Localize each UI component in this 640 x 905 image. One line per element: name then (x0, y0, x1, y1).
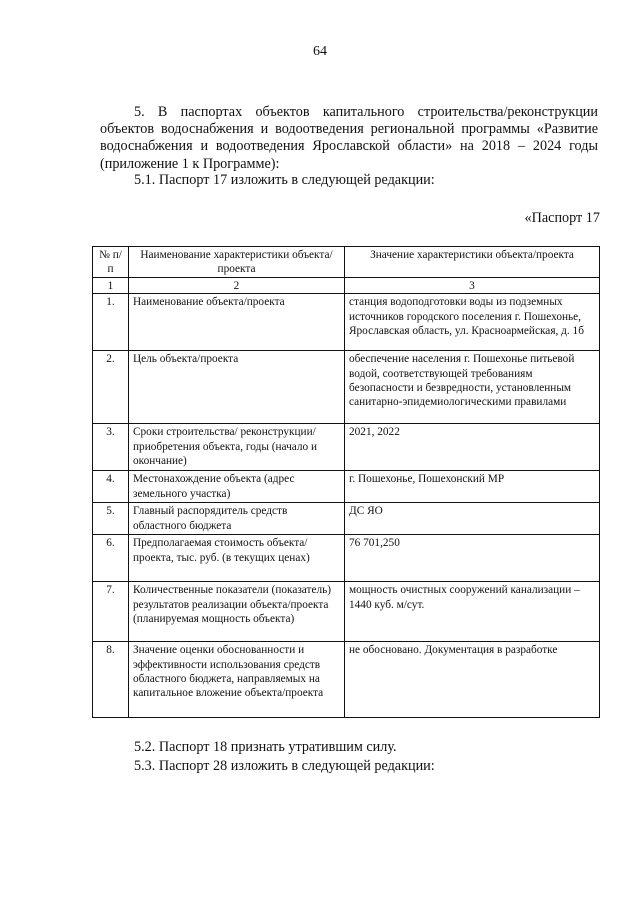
table-row (93, 294, 600, 351)
table-row (93, 535, 600, 582)
row-name: Количественные показатели (показатель) результатов реализации объекта/проекта (планируемая мощность объекта) (129, 582, 345, 642)
row-name: Сроки строительства/ реконструкции/ приобретения объекта, годы (начало и окончание) (129, 424, 345, 471)
column-number-cell: 1 (93, 277, 129, 293)
row-number: 2. (93, 351, 129, 424)
row-number: 6. (93, 535, 129, 582)
table-row (93, 471, 600, 503)
header-cell-number: № п/п (93, 247, 129, 278)
row-value: не обосновано. Документация в разработке (345, 642, 600, 718)
paragraph-5-2: 5.2. Паспорт 18 признать утратившим силу. (134, 739, 397, 755)
row-name: Главный распорядитель средств областного бюджета (129, 503, 345, 535)
paragraph-5: 5. В паспортах объектов капитального строительства/реконструкции объектов водоснабжения и водоотведения региональной программы «Развитие водоснабжения и водоотведения Ярославской области» на 2018 – 2024 годы (приложение 1 к Программе): (100, 104, 598, 172)
table-row (93, 351, 600, 424)
row-value: г. Пошехонье, Пошехонский МР (345, 471, 600, 503)
table-row (93, 424, 600, 471)
header-cell-name: Наименование характеристики объекта/проекта (129, 247, 345, 278)
column-number-cell: 2 (129, 277, 345, 293)
passport-caption: «Паспорт 17 (524, 210, 600, 226)
page-number: 64 (313, 44, 327, 59)
table-row (93, 642, 600, 718)
row-number: 7. (93, 582, 129, 642)
row-name: Местонахождение объекта (адрес земельного участка) (129, 471, 345, 503)
row-name: Наименование объекта/проекта (129, 294, 345, 351)
row-number: 5. (93, 503, 129, 535)
row-number: 3. (93, 424, 129, 471)
row-number: 4. (93, 471, 129, 503)
table-row (93, 582, 600, 642)
row-value: станция водоподготовки воды из подземных источников городского поселения г. Пошехонье, Ярославская область, ул. Красноармейская, д. 1б (345, 294, 600, 351)
table-row (93, 503, 600, 535)
paragraph-5-3: 5.3. Паспорт 28 изложить в следующей редакции: (134, 758, 435, 774)
row-name: Предполагаемая стоимость объекта/проекта, тыс. руб. (в текущих ценах) (129, 535, 345, 582)
row-value: 2021, 2022 (345, 424, 600, 471)
row-name: Значение оценки обоснованности и эффективности использования средств областного бюджета, направляемых на капитальное вложение объекта/проекта (129, 642, 345, 718)
row-number: 1. (93, 294, 129, 351)
row-value: ДС ЯО (345, 503, 600, 535)
row-number: 8. (93, 642, 129, 718)
column-number-cell: 3 (345, 277, 600, 293)
row-value: мощность очистных сооружений канализации – 1440 куб. м/сут. (345, 582, 600, 642)
passport-table (92, 246, 600, 718)
row-name: Цель объекта/проекта (129, 351, 345, 424)
header-cell-value: Значение характеристики объекта/проекта (345, 247, 600, 278)
column-number-row (93, 277, 600, 293)
table-header-row (93, 247, 600, 278)
row-value: 76 701,250 (345, 535, 600, 582)
paragraph-5-1: 5.1. Паспорт 17 изложить в следующей редакции: (134, 172, 435, 188)
row-value: обеспечение населения г. Пошехонье питьевой водой, соответствующей требованиям безопасности и безвредности, установленным санитарно-эпидемиологическими правилами (345, 351, 600, 424)
